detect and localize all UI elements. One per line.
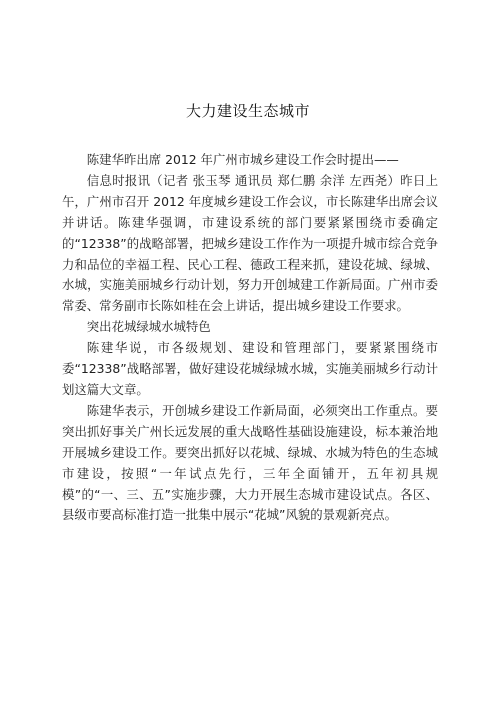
document-title: 大力建设生态城市: [185, 102, 310, 120]
paragraph: 信息时报讯（记者 张玉琴 通讯员 郑仁鹏 余洋 左西尧）昨日上午，广州市召开 2012 年度城乡建设工作会议，市长陈建华出席会议并讲话。陈建华强调，市建设系统的部门要紧紧围绕市委确定的“12338”的战略部署，把城乡建设工作作为一项提升城市综合竞争力和品位的幸福工程、民心工程、德政工程来抓，建设花城、绿城、水城，实施美丽城乡行动计划，努力开创城建工作新局面。广州市委常委、常务副市长陈如桂在会上讲话，提出城乡建设工作要求。: [62, 172, 438, 314]
paragraph: 陈建华说，市各级规划、建设和管理部门，要紧紧围绕市委“12338”战略部署，做好建设花城绿城水城，实施美丽城乡行动计划这篇大文章。: [62, 340, 438, 397]
section-heading: 突出花城绿城水城特色: [86, 319, 211, 335]
paragraph-lead: 陈建华昨出席 2012 年广州市城乡建设工作会时提出——: [86, 152, 399, 167]
paragraph: 陈建华表示，开创城乡建设工作新局面，必须突出工作重点。要突出抓好事关广州长远发展的重大战略性基础设施建设，标本兼治地开展城乡建设工作。要突出抓好以花城、绿城、水城为特色的生态城市建设，按照“一年试点先行，三年全面铺开，五年初具规模”的“一、三、五”实施步骤，大力开展生态城市建设试点。各区、县级市要高标准打造一批集中展示“花城”风貌的景观新亮点。: [62, 402, 438, 523]
document-body: [62, 150, 438, 526]
